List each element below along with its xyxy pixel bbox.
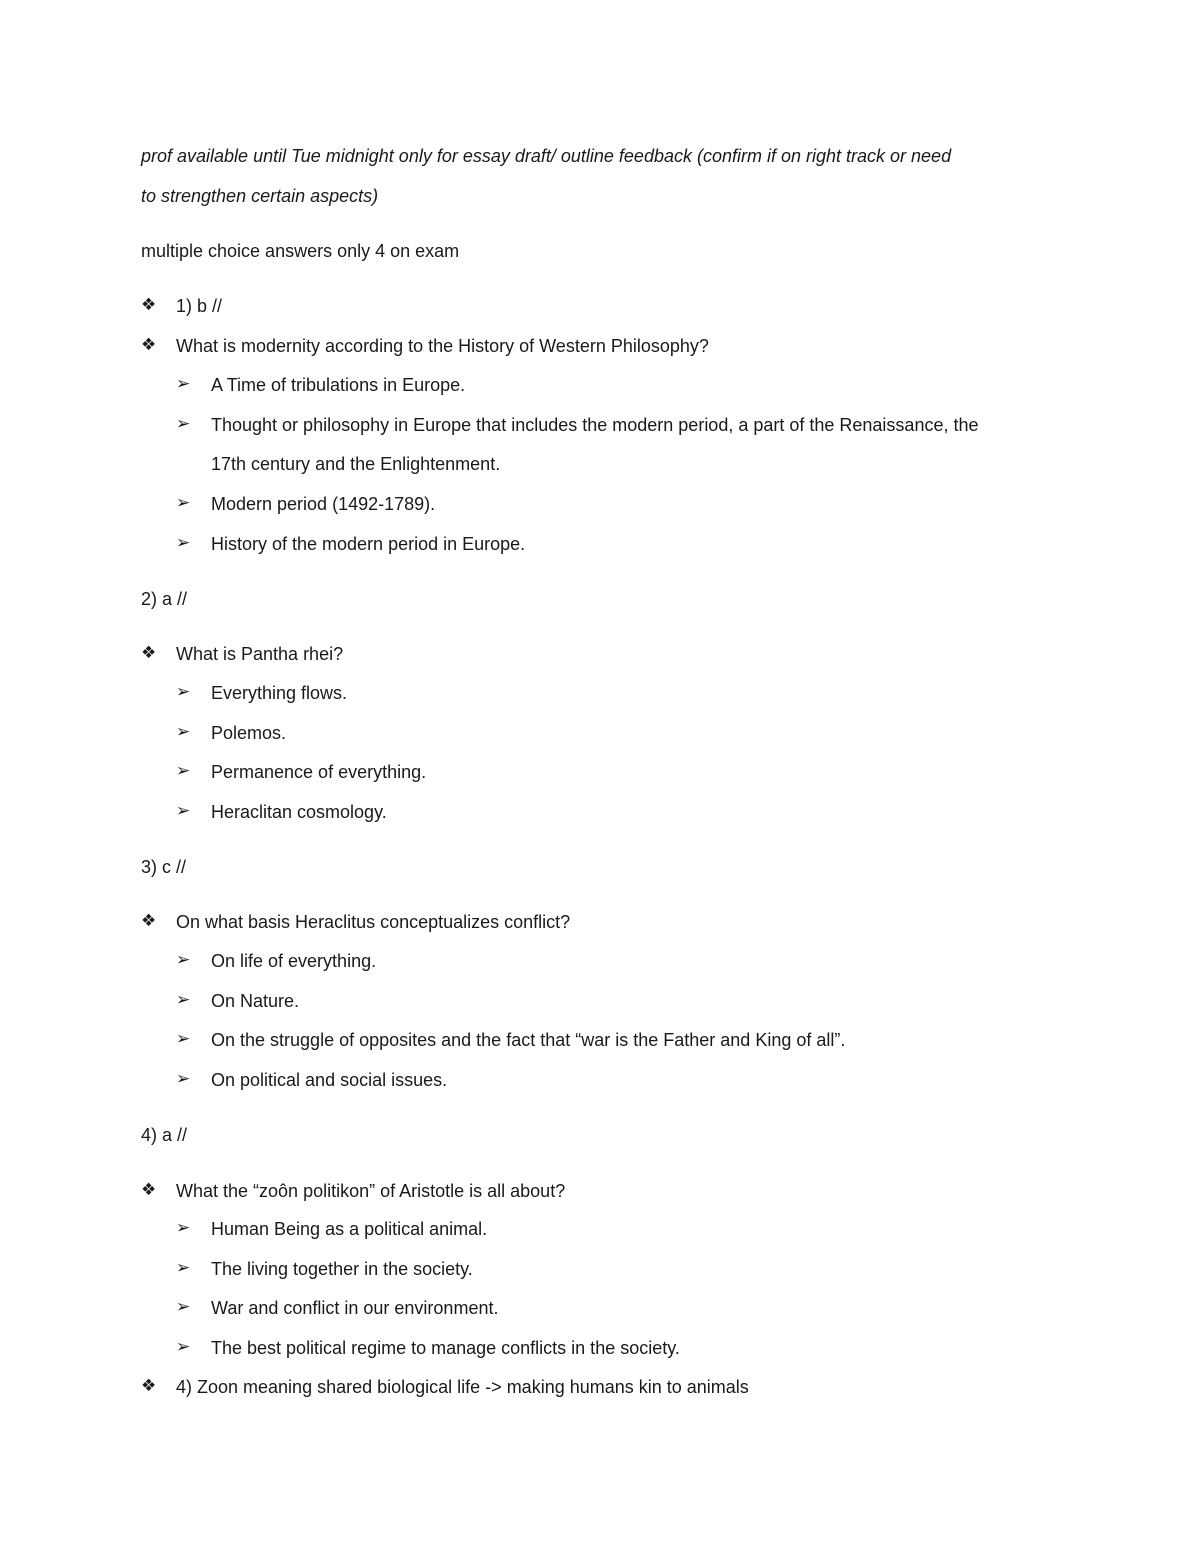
question-1: What is modernity according to the History of Western Philosophy? <box>176 336 709 356</box>
mc-note: multiple choice answers only 4 on exam <box>141 241 460 261</box>
q3-option-1: On life of everything. <box>211 951 377 971</box>
note-line-1: prof available until Tue midnight only for essay draft/ outline feedback (confirm if on right track or need <box>141 146 952 166</box>
q4-option-2: The living together in the society. <box>211 1259 473 1279</box>
arrow-bullet-icon: ➢ <box>176 374 191 393</box>
q3-option-4: On political and social issues. <box>211 1070 448 1090</box>
note-line-2: to strengthen certain aspects) <box>141 186 379 206</box>
question-4: What the “zoôn politikon” of Aristotle is all about? <box>176 1181 566 1201</box>
arrow-bullet-icon: ➢ <box>176 722 191 741</box>
arrow-bullet-icon: ➢ <box>176 414 191 433</box>
q1-option-1: A Time of tribulations in Europe. <box>211 375 466 395</box>
arrow-bullet-icon: ➢ <box>176 533 191 552</box>
answer-3: 3) c // <box>141 857 187 877</box>
q2-option-4: Heraclitan cosmology. <box>211 802 387 822</box>
q4-note: 4) Zoon meaning shared biological life -> making humans kin to animals <box>176 1377 749 1397</box>
arrow-bullet-icon: ➢ <box>176 1069 191 1088</box>
q4-option-1: Human Being as a political animal. <box>211 1219 488 1239</box>
q1-option-2: Thought or philosophy in Europe that includes the modern period, a part of the Renaissance, the <box>211 415 979 435</box>
arrow-bullet-icon: ➢ <box>176 493 191 512</box>
question-2: What is Pantha rhei? <box>176 644 344 664</box>
arrow-bullet-icon: ➢ <box>176 1337 191 1356</box>
arrow-bullet-icon: ➢ <box>176 1297 191 1316</box>
question-3: On what basis Heraclitus conceptualizes conflict? <box>176 912 571 932</box>
arrow-bullet-icon: ➢ <box>176 950 191 969</box>
q1-option-4: History of the modern period in Europe. <box>211 534 526 554</box>
answer-2: 2) a // <box>141 589 188 609</box>
diamond-bullet-icon: ❖ <box>141 335 157 354</box>
q2-option-3: Permanence of everything. <box>211 762 427 782</box>
arrow-bullet-icon: ➢ <box>176 990 191 1009</box>
diamond-bullet-icon: ❖ <box>141 911 157 930</box>
diamond-bullet-icon: ❖ <box>141 295 157 314</box>
q1-option-3: Modern period (1492-1789). <box>211 494 436 514</box>
diamond-bullet-icon: ❖ <box>141 643 157 662</box>
arrow-bullet-icon: ➢ <box>176 1218 191 1237</box>
q2-option-2: Polemos. <box>211 723 287 743</box>
arrow-bullet-icon: ➢ <box>176 801 191 820</box>
answer-4: 4) a // <box>141 1125 188 1145</box>
diamond-bullet-icon: ❖ <box>141 1180 157 1199</box>
q4-option-3: War and conflict in our environment. <box>211 1298 499 1318</box>
q2-option-1: Everything flows. <box>211 683 348 703</box>
q1-option-2-continued: 17th century and the Enlightenment. <box>211 454 501 474</box>
q3-option-3: On the struggle of opposites and the fact that “war is the Father and King of all”. <box>211 1030 846 1050</box>
arrow-bullet-icon: ➢ <box>176 1258 191 1277</box>
arrow-bullet-icon: ➢ <box>176 1029 191 1048</box>
answer-1: 1) b // <box>176 296 223 316</box>
diamond-bullet-icon: ❖ <box>141 1376 157 1395</box>
arrow-bullet-icon: ➢ <box>176 682 191 701</box>
q4-option-4: The best political regime to manage conflicts in the society. <box>211 1338 680 1358</box>
q3-option-2: On Nature. <box>211 991 300 1011</box>
arrow-bullet-icon: ➢ <box>176 761 191 780</box>
